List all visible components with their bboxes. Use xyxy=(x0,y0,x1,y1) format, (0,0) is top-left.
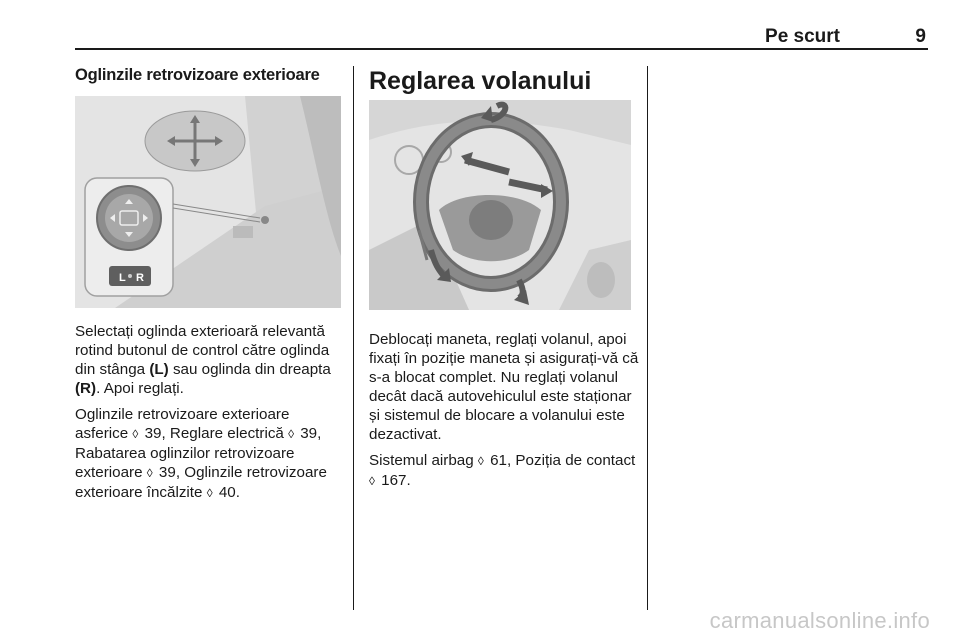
text-run: Sistemul airbag xyxy=(369,452,478,469)
mirror-control-illustration xyxy=(75,96,341,308)
text-run: Selectați oglinda exterioară relevantă rotind butonul de control către oglinda din stânga xyxy=(75,323,330,378)
page-reference-icon: ◊ xyxy=(206,486,213,500)
steering-text xyxy=(369,330,639,498)
text-run: . Apoi reglați. xyxy=(96,380,184,397)
text-run: sau oglinda din dreapta xyxy=(168,361,331,378)
page-reference-icon: ◊ xyxy=(146,466,153,480)
steering-wheel-illustration xyxy=(369,100,631,310)
page-header-title: Pe scurt xyxy=(765,26,840,47)
reference-link[interactable]: 39, Reglare electrică xyxy=(140,425,289,442)
reference-link[interactable]: 167. xyxy=(376,472,411,489)
watermark: carmanualsonline.info xyxy=(709,608,930,633)
section-steering xyxy=(369,66,635,96)
section-mirrors xyxy=(75,66,341,85)
text-run: Oglinzile retrovizoare exterioare asferice xyxy=(75,406,290,442)
mirror-right-label: R xyxy=(136,272,144,284)
right-mirror-code: (R) xyxy=(75,380,97,397)
mirrors-paragraph-1 xyxy=(75,322,343,398)
steering-paragraph-1: Deblocați maneta, reglați volanul, apoi fixați în poziție maneta și asigurați-vă că s-a blocat complet. Nu reglați volanul decât dacă autovehiculul este staționar și sistemul de blocare a volanului este dezactivat. xyxy=(369,331,639,443)
column-divider-1 xyxy=(353,66,354,610)
section-heading: Reglarea volanului xyxy=(369,67,592,95)
column-divider-2 xyxy=(647,66,648,610)
reference-link[interactable]: 61, Poziția de contact xyxy=(485,452,636,469)
mirror-left-label: L xyxy=(119,272,126,284)
left-mirror-code: (L) xyxy=(149,361,169,378)
mirrors-text xyxy=(75,322,343,510)
page-reference-icon: ◊ xyxy=(477,454,484,468)
header-rule xyxy=(75,48,928,50)
section-heading: Oglinzile retrovizoare exterioare xyxy=(75,66,320,84)
page-number: 9 xyxy=(915,26,926,47)
reference-link[interactable]: 39, Rabatarea oglinzilor retrovizoare exterioare xyxy=(75,425,322,481)
page-reference-icon: ◊ xyxy=(288,427,295,441)
page-reference-icon: ◊ xyxy=(369,474,375,488)
reference-link[interactable]: 40. xyxy=(214,484,240,501)
steering-paragraph-2 xyxy=(369,451,639,491)
page-reference-icon: ◊ xyxy=(132,427,139,441)
mirrors-paragraph-2 xyxy=(75,405,343,503)
reference-link[interactable]: 39, Oglinzile retrovizoare exterioare încălzite xyxy=(75,464,327,501)
